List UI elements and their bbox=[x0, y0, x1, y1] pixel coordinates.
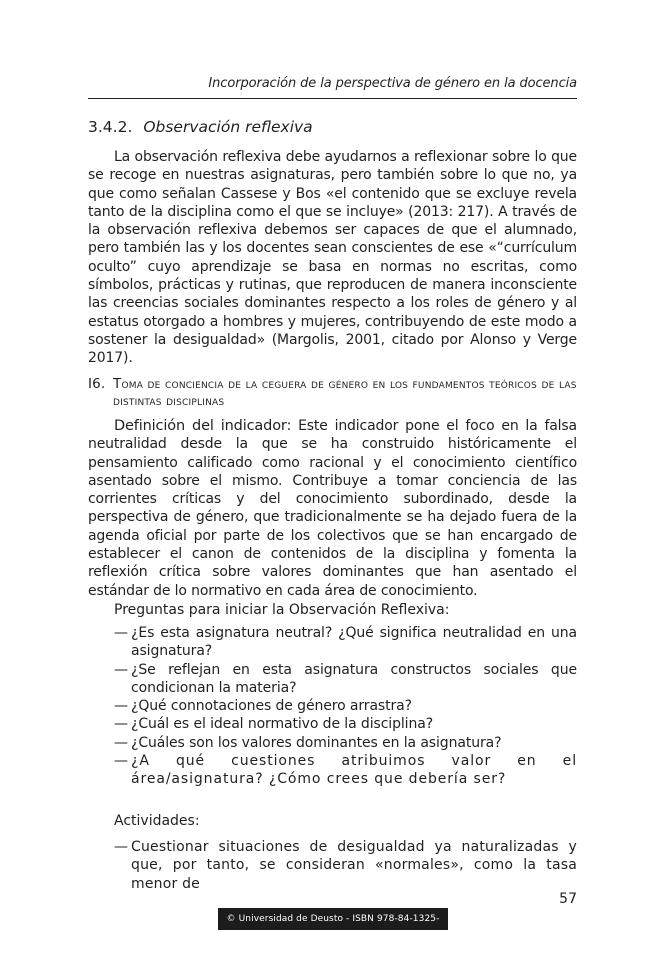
page-number: 57 bbox=[559, 891, 577, 907]
question-text: ¿Cuál es el ideal normativo de la disciplina? bbox=[131, 716, 434, 733]
dash-marker: — bbox=[114, 753, 129, 770]
list-item bbox=[114, 838, 577, 893]
questions-intro: Preguntas para iniciar la Observación Reflexiva: bbox=[114, 602, 450, 618]
question-text: ¿A qué cuestiones atribuimos valor en el área/asignatura? ¿Cómo crees que debería ser? bbox=[131, 753, 577, 788]
list-item bbox=[114, 734, 577, 752]
question-text: ¿Se reflejan en esta asignatura constructos sociales que condicionan la materia? bbox=[131, 661, 577, 696]
list-item bbox=[114, 697, 577, 715]
indicator-heading bbox=[88, 376, 577, 410]
question-text: ¿Es esta asignatura neutral? ¿Qué significa neutralidad en una asignatura? bbox=[131, 625, 577, 660]
activities-list bbox=[114, 838, 577, 893]
section-title: Observación reflexiva bbox=[143, 118, 313, 136]
dash-marker: — bbox=[114, 625, 128, 641]
activities-title: Actividades: bbox=[114, 813, 200, 829]
questions-list bbox=[114, 624, 577, 789]
dash-marker: — bbox=[114, 734, 128, 751]
paragraph-definicion bbox=[88, 417, 577, 600]
section-number: 3.4.2. bbox=[88, 118, 133, 136]
copyright-badge: © Universidad de Deusto - ISBN 978-84-1325-155-4 bbox=[218, 908, 448, 930]
question-text: ¿Qué connotaciones de género arrastra? bbox=[131, 698, 412, 715]
definition-lead: Definición del indicador: bbox=[114, 418, 292, 434]
paragraph-observacion: La observación reflexiva debe ayudarnos a reflexionar sobre lo que se recoge en nuestras asignaturas, pero también sobre lo que no, ya que como señalan Cassese y Bos «el contenido que se excluye revela tanto de la disciplina como el que se incluye» (2013: 217). A través de la observación reflexiva debemos ser capaces de que el alumnado, pero también las y los docentes sean conscientes de ese «“currículum oculto” cuyo aprendizaje se basa en normas no escritas, como símbolos, prácticas y rutinas, que reproducen de manera inconsciente las creencias sociales dominantes respecto a los roles de género y al estatus otorgado a hombres y mujeres, contribuyendo de este modo a sostener la desigualdad» (Margolis, 2001, citado por Alonso y Verge 2017). bbox=[88, 149, 577, 367]
list-item bbox=[114, 624, 577, 661]
section-heading bbox=[88, 118, 313, 136]
list-item bbox=[114, 752, 577, 789]
dash-marker: — bbox=[114, 716, 128, 733]
question-text: ¿Cuáles son los valores dominantes en la asignatura? bbox=[131, 734, 502, 751]
list-item bbox=[114, 715, 577, 733]
list-item bbox=[114, 661, 577, 698]
dash-marker: — bbox=[114, 698, 128, 715]
dash-marker: — bbox=[114, 661, 128, 678]
running-head: Incorporación de la perspectiva de género en la docencia bbox=[208, 76, 577, 91]
activity-text: Cuestionar situaciones de desigualdad ya naturalizadas y que, por tanto, se consideran «normales», como la tasa menor de bbox=[131, 839, 577, 892]
indicator-title: Toma de conciencia de la ceguera de género en los fundamentos teóricos de las distintas disciplinas bbox=[113, 376, 577, 409]
dash-marker: — bbox=[114, 839, 129, 855]
indicator-code: I6. bbox=[88, 376, 106, 392]
definition-text: Este indicador pone el foco en la falsa neutralidad desde la que se ha construido históricamente el pensamiento calificado como racional y el conocimiento científico asentado sobre el mismo. Contribuye a tomar conciencia de las corrientes críticas y del conocimiento subordinado, desde la perspectiva de género, que tradicionalmente se ha dejado fuera de la agenda oficial por parte de los colectivos que se han encargado de establecer el canon de contenidos de la disciplina y fomenta la reflexión crítica sobre valores dominantes que han asentado el estándar de lo normativo en cada área de conocimiento. bbox=[88, 418, 577, 599]
header-rule bbox=[88, 98, 577, 99]
